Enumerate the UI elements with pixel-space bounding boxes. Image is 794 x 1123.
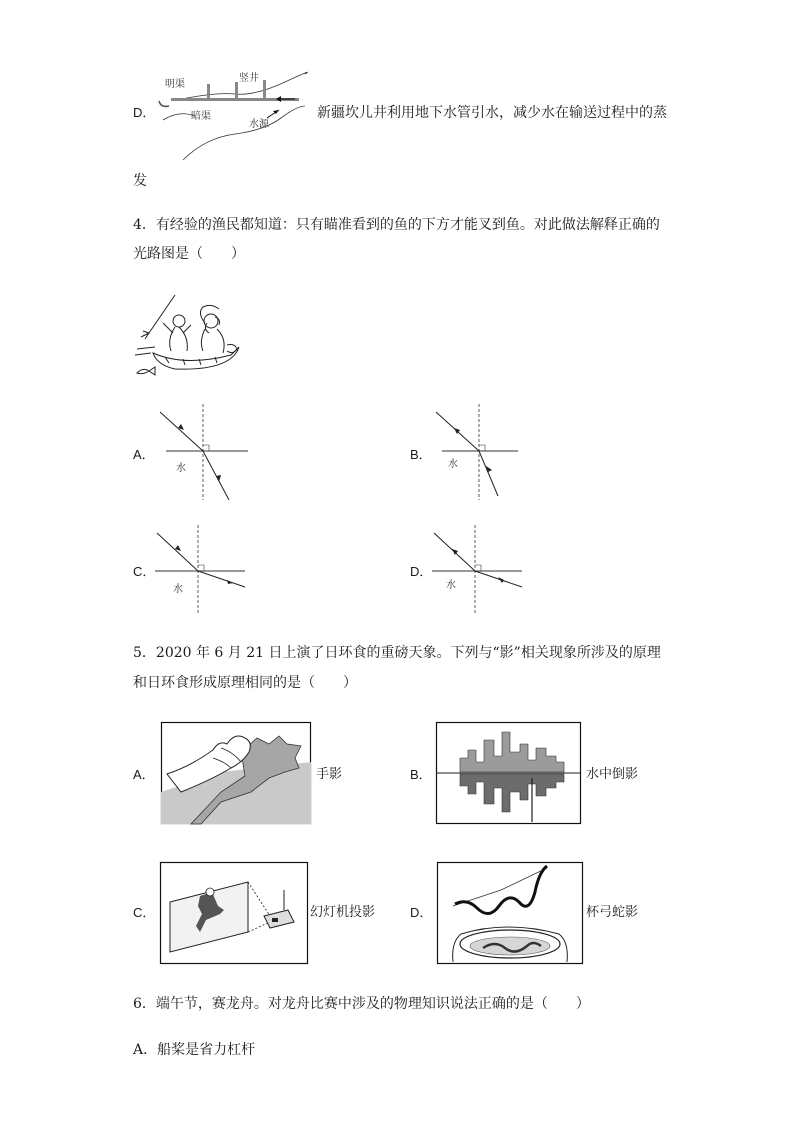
q5-option-b-caption: 水中倒影: [586, 767, 639, 782]
q5-option-a-letter: A．: [133, 767, 155, 782]
q4-option-d-diagram[interactable]: [432, 525, 528, 617]
q6-stem: 6．端午节，赛龙舟。对龙舟比赛中涉及的物理知识说法正确的是（ ）: [133, 996, 590, 1012]
q4-option-b-water-label: 水: [448, 459, 458, 470]
q5-option-c-caption: 幻灯机投影: [310, 905, 376, 920]
q4-option-b-diagram[interactable]: [436, 404, 528, 502]
q4-option-b-letter: B．: [410, 447, 432, 462]
q3-option-d-text: 新疆坎儿井利用地下水管引水，减少水在输送过程中的蒸: [317, 105, 667, 121]
hand-shadow-picture[interactable]: [161, 722, 311, 824]
water-source-label: 水源: [249, 119, 269, 130]
q5-option-a-caption: 手影: [316, 767, 343, 782]
q5-stem-line1: 5．2020 年 6 月 21 日上演了日环食的重磅天象。下列与“影”相关现象所涉及的原理: [133, 645, 661, 661]
q4-stem-line2: 光路图是（ ）: [133, 246, 245, 262]
q4-option-d-water-label: 水: [446, 580, 456, 591]
q6-option-a[interactable]: A．船桨是省力杠杆: [133, 1042, 256, 1058]
q4-option-c-water-label: 水: [173, 584, 183, 595]
q3-option-d-letter: D．: [133, 105, 156, 120]
slide-projector-picture[interactable]: [160, 862, 308, 964]
bow-snake-picture[interactable]: [437, 862, 583, 964]
q4-option-d-letter: D．: [410, 564, 433, 579]
hidden-canal-label: 暗渠: [191, 111, 211, 122]
open-canal-label: 明渠: [165, 79, 185, 90]
water-reflection-picture[interactable]: [436, 722, 581, 824]
q5-option-d-letter: D．: [410, 905, 433, 920]
shaft-label: 竖井: [239, 73, 259, 84]
q4-option-a-letter: A．: [133, 447, 155, 462]
fisherman-illustration: [135, 293, 245, 383]
q4-option-a-diagram[interactable]: [160, 404, 252, 502]
q5-option-b-letter: B．: [410, 767, 432, 782]
q4-stem-line1: 4．有经验的渔民都知道：只有瞄准看到的鱼的下方才能叉到鱼。对此做法解释正确的: [133, 217, 660, 233]
q4-option-a-water-label: 水: [176, 463, 186, 474]
karez-diagram: [155, 68, 315, 168]
q4-option-c-letter: C．: [133, 564, 156, 579]
q3-option-d-text-cont: 发: [133, 173, 147, 189]
q4-option-c-diagram[interactable]: [155, 525, 251, 617]
q5-stem-line2: 和日环食形成原理相同的是（ ）: [133, 675, 357, 691]
q5-option-d-caption: 杯弓蛇影: [586, 905, 639, 920]
q5-option-c-letter: C．: [133, 905, 156, 920]
